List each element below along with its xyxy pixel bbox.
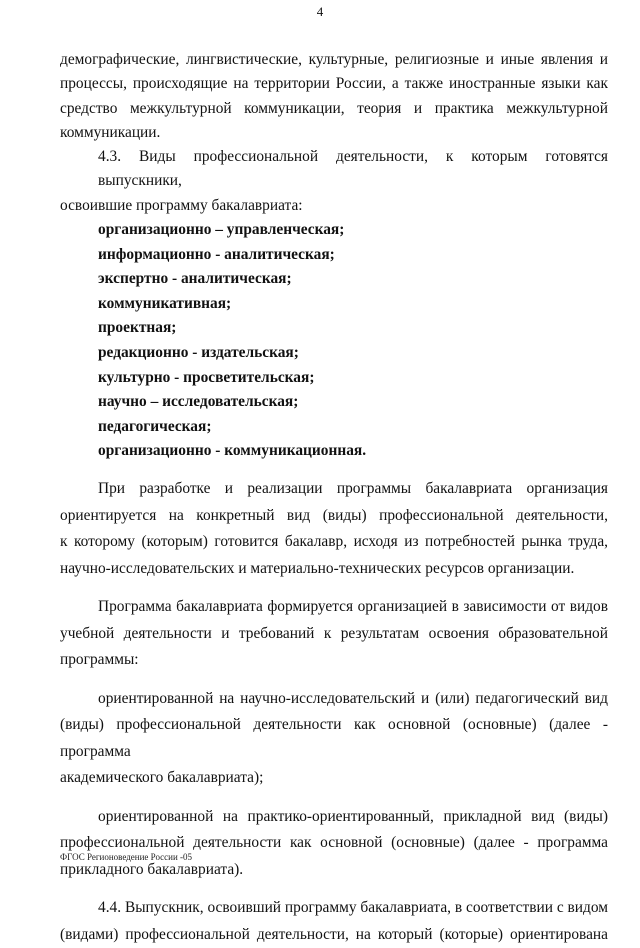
text-line: ориентированной на научно-исследовательский и (или) педагогический вид: [98, 689, 608, 707]
list-item: редакционно - издательская;: [98, 344, 299, 362]
text-line: демографические, лингвистические, культурные, религиозные и иные явления и: [60, 51, 608, 68]
text-line: ориентированной на практико-ориентированный, прикладной вид (виды): [98, 807, 608, 825]
text-line: Программа бакалавриата формируется организацией в зависимости от видов: [98, 598, 608, 616]
list-item: информационно - аналитическая;: [98, 245, 335, 263]
paragraph-4-3: [60, 145, 608, 218]
paragraph-formation: [60, 594, 608, 674]
list-item: педагогическая;: [98, 417, 212, 435]
text-line: процессы, происходящие на территории России, а также иностранные языки как: [60, 75, 608, 93]
document-body: [60, 48, 608, 948]
page-number: 4: [316, 4, 324, 19]
paragraph-applied: [60, 804, 608, 884]
text-line: учебной деятельности и требований к результатам освоения образовательной: [60, 624, 608, 642]
list-item: экспертно - аналитическая;: [98, 270, 292, 288]
text-line: (виды) профессиональной деятельности как основной (основные) (далее - программа: [60, 716, 608, 760]
text-line: академического бакалавриата);: [60, 769, 264, 787]
text-line: коммуникации.: [60, 123, 161, 141]
list-item: проектная;: [98, 319, 177, 337]
text-line: прикладного бакалавриата).: [60, 860, 244, 878]
list-item: коммуникативная;: [98, 294, 232, 312]
text-line: освоившие программу бакалавриата:: [60, 196, 303, 214]
text-line: к которому (которым) готовится бакалавр, исходя из потребностей рынка труда,: [60, 533, 608, 551]
footer-label: ФГОС Регионоведение России -05: [60, 852, 193, 862]
list-item: организационно - коммуникационная.: [98, 442, 367, 460]
text-line: При разработке и реализации программы бакалавриата организация: [98, 480, 608, 498]
text-line: 4.3. Виды профессиональной деятельности, к которым готовятся выпускники,: [98, 148, 608, 190]
paragraph-development: [60, 476, 608, 582]
list-item: научно – исследовательская;: [98, 393, 299, 411]
text-line: (видами) профессиональной деятельности, на который (которые) ориентирована: [60, 925, 608, 943]
activity-types-list: [60, 218, 608, 464]
text-line: 4.4. Выпускник, освоивший программу бакалавриата, в соответствии с видом: [98, 899, 608, 917]
text-line: средство межкультурной коммуникации, теория и практика межкультурной: [60, 99, 608, 117]
text-line: профессиональной деятельности как основной (основные) (далее - программа: [60, 834, 608, 852]
text-line: ориентируется на конкретный вид (виды) профессиональной деятельности,: [60, 506, 608, 524]
paragraph-academic: [60, 686, 608, 792]
list-item: организационно – управленческая;: [98, 221, 345, 239]
text-line: программы:: [60, 651, 139, 669]
list-item: культурно - просветительская;: [98, 368, 315, 386]
text-line: научно-исследовательских и материально-технических ресурсов организации.: [60, 559, 575, 577]
paragraph-1: [60, 48, 608, 145]
paragraph-4-4: [60, 895, 608, 948]
